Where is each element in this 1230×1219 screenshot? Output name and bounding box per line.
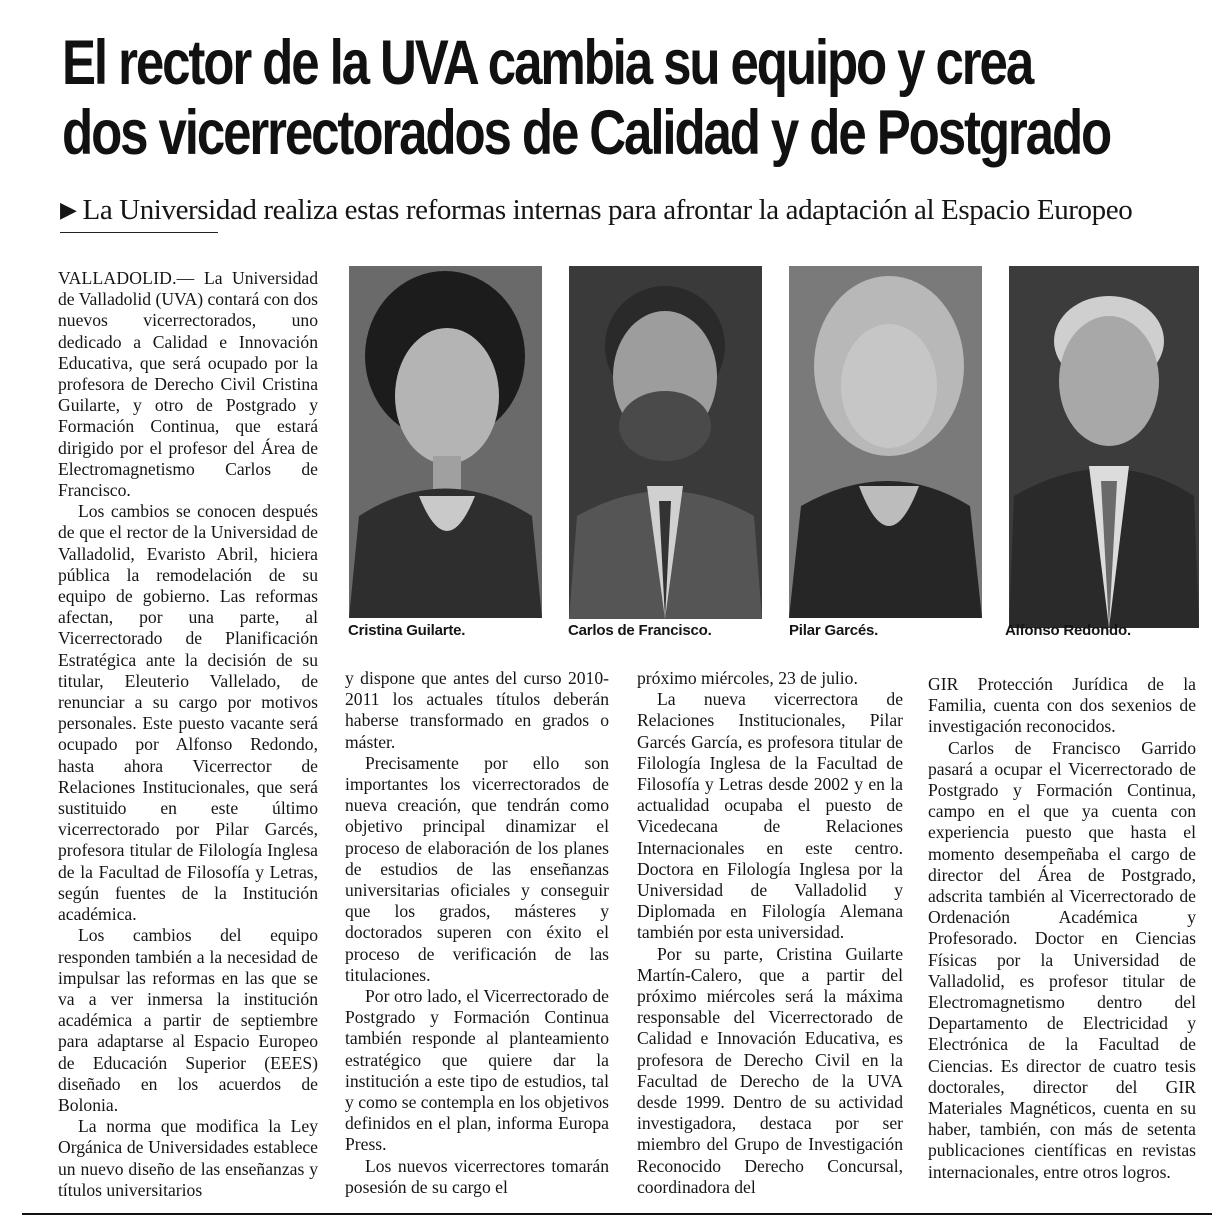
subhead-divider [60,232,218,233]
caption-cristina-guilarte: Cristina Guilarte. [348,622,466,639]
caption-pilar-garces: Pilar Garcés. [789,622,879,639]
paragraph: La norma que modifica la Ley Orgánica de Universidades establece un nuevo diseño de las enseñanzas y títulos universitarios [58,1116,318,1200]
photo-alfonso-redondo [1009,266,1199,628]
paragraph: Carlos de Francisco Garrido pasará a ocupar el Vicerrectorado de Postgrado y Formación Continua, campo en el que ya cuenta con experiencia puesto que hasta el momento desempeñaba el cargo de director del Área de Postgrado, adscrita también al Vicerrectorado de Ordenación Académica y Profesorado. Doctor en Ciencias Físicas por la Universidad de Valladolid, es profesor titular de Electromagnetismo dentro del Departamento de Electricidad y Electrónica de la Facultad de Ciencias. Es director de cuatro tesis doctorales, director del GIR Materiales Magnéticos, cuenta en su haber, también, con más de setenta publicaciones científicas en revistas internacionales, entre otros logros. [928,737,1196,1182]
bottom-rule [22,1213,1212,1215]
paragraph: La nueva vicerrectora de Relaciones Institucionales, Pilar Garcés García, es profesora titular de Filología Inglesa de la Facultad de Filosofía y Letras desde 2002 y en la actualidad ocupaba el puesto de Vicedecana de Relaciones Internacionales en este centro. Doctora en Filología Inglesa por la Universidad de Valladolid y Diplomada en Filología Alemana también por esta universidad. [637,689,903,943]
paragraph: Los nuevos vicerrectores tomarán posesión de su cargo el [345,1155,609,1197]
paragraph: Los cambios se conocen después de que el rector de la Universidad de Valladolid, Evaristo Abril, hiciera pública la remodelación de su equipo de gobierno. Las reformas afectan, por una parte, al Vicerrectorado de Planificación Estratégica ante la decisión de su titular, Eleuterio Vallelado, de renunciar a su cargo por motivos personales. Este puesto vacante será ocupado por Alfonso Redondo, hasta ahora Vicerrector de Relaciones Institucionales, que será sustituido en este último vicerrectorado por Pilar Garcés, profesora titular de Filología Inglesa de la Facultad de Filosofía y Letras, según fuentes de la Institución académica. [58,501,318,925]
headline [62,28,1111,168]
text-column-1 [58,268,318,1201]
paragraph: y dispone que antes del curso 2010-2011 los actuales títulos deberán haberse transformado en grados o máster. [345,668,609,752]
photo-carlos-de-francisco [569,266,762,619]
text-column-2 [345,668,609,1198]
photo-cristina-guilarte [349,266,542,618]
subheadline-text: La Universidad realiza estas reformas internas para afrontar la adaptación al Espacio Europeo [82,194,1133,226]
headline-line-1: El rector de la UVA cambia su equipo y crea [62,28,1033,98]
caption-carlos-de-francisco: Carlos de Francisco. [568,622,712,639]
paragraph: Precisamente por ello son importantes los vicerrectorados de nueva creación, que tendrán como objetivo principal dinamizar el proceso de elaboración de los planes de estudios de las enseñanzas universitarias oficiales y conseguir que los grados, másteres y doctorados superen con éxito el proceso de verificación de las titulaciones. [345,752,609,985]
paragraph [58,268,318,501]
paragraph: Los cambios del equipo responden también a la necesidad de impulsar las reformas en las que se va a ver inmersa la institución académica a partir de septiembre para adaptarse al Espacio Europeo de Educación Superior (EEES) diseñado en los acuerdos de Bolonia. [58,925,318,1115]
paragraph: Por su parte, Cristina Guilarte Martín-Calero, que a partir del próximo miércoles será la máxima responsable del Vicerrectorado de Calidad e Innovación Educativa, es profesora de Derecho Civil en la Facultad de Derecho de la UVA desde 1999. Dentro de su actividad investigadora, destaca por ser miembro del Grupo de Investigación Reconocido Derecho Concursal, coordinadora del [637,943,903,1197]
headline-line-2: dos vicerrectorados de Calidad y de Postgrado [62,98,1111,168]
caption-alfonso-redondo: Alfonso Redondo. [1005,622,1131,639]
triangle-bullet-icon: ▶ [60,197,77,222]
photo-pilar-garces [789,266,982,618]
paragraph-text: La Universidad de Valladolid (UVA) contará con dos nuevos vicerrectorados, uno dedicado a Calidad e Innovación Educativa, que será ocupado por la profesora de Derecho Civil Cristina Guilarte, y otro de Postgrado y Formación Continua, que estará dirigido por el profesor del Área de Electromagnetismo Carlos de Francisco. [58,268,318,501]
subheadline [60,192,1220,228]
paragraph: GIR Protección Jurídica de la Familia, cuenta con dos sexenios de investigación reconocidos. [928,674,1196,737]
dateline: VALLADOLID.— [58,268,195,288]
paragraph: Por otro lado, el Vicerrectorado de Postgrado y Formación Continua también responde al planteamiento estratégico que quiere dar la institución a este tipo de estudios, tal y como se contempla en los objetivos definidos en el plan, informa Europa Press. [345,986,609,1155]
text-column-4 [928,674,1196,1183]
paragraph: próximo miércoles, 23 de julio. [637,668,858,688]
text-column-3 [637,668,903,1198]
